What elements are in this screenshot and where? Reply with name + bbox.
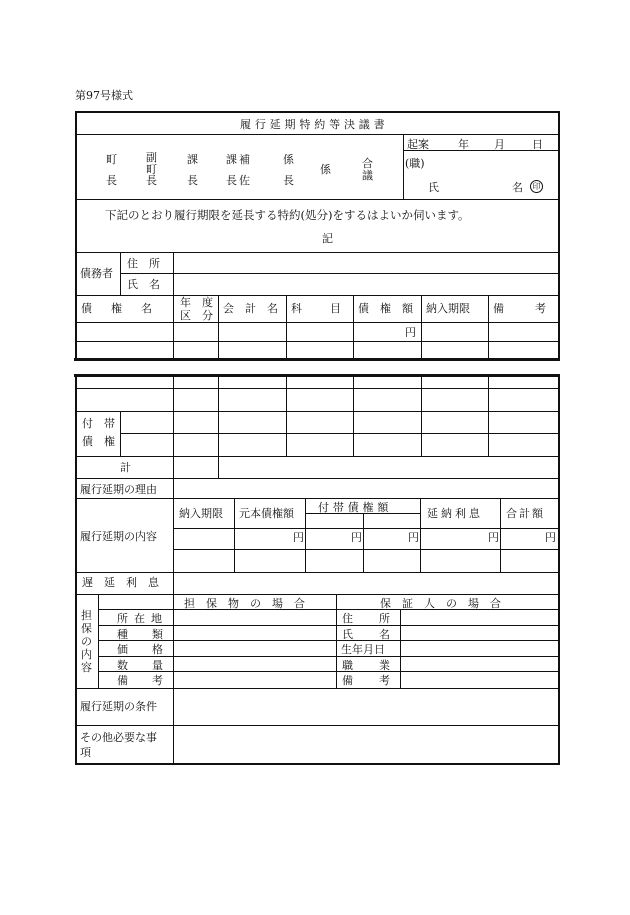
content-principal: 元本債権額 [239, 507, 294, 520]
conditions-label: 履行延期の条件 [80, 700, 157, 713]
approval-fuku-top: 副 [146, 151, 157, 164]
kian-mei: 名 [512, 181, 523, 194]
ki-label: 記 [322, 232, 333, 245]
guarantor-header: 保 証 人 の 場 合 [380, 597, 501, 610]
yen-unit: 円 [545, 531, 556, 544]
approval-ka-bottom: 長 [187, 174, 198, 187]
security-label: 担 保 の 内 容 [81, 609, 92, 674]
collateral-header: 担 保 物 の 場 合 [184, 597, 305, 610]
approval-ka-top: 課 [187, 153, 198, 166]
debtor-name-label: 氏 名 [127, 278, 160, 291]
approval-aigi-bottom: 議 [362, 169, 373, 182]
seal-icon: 印 [530, 180, 543, 193]
debtor-address-label: 住 所 [127, 257, 160, 270]
debtor-label: 債務者 [80, 267, 113, 280]
header-claim-name: 債 権 名 [81, 302, 156, 315]
content-label: 履行延期の内容 [80, 530, 157, 543]
approval-kakari-top: 係 [283, 153, 294, 166]
yen-unit: 円 [408, 531, 419, 544]
statement-text: 下記のとおり履行期限を延長する特約(処分)をするはよいか伺います。 [105, 208, 470, 222]
collateral-row-type: 種類 [117, 628, 187, 641]
header-account: 会 計 名 [223, 302, 278, 315]
approval-cho-bottom: 長 [106, 174, 117, 187]
other-label-2: 項 [80, 746, 91, 759]
kian-shi: 氏 [428, 181, 439, 194]
content-attached: 付帯債権額 [318, 501, 393, 514]
content-total: 合計額 [506, 507, 545, 520]
guarantor-row-name: 氏名 [342, 628, 416, 641]
header-due: 納入期限 [426, 302, 470, 315]
approval-hosa-bottom: 長佐 [226, 174, 252, 187]
header-subject: 科 目 [291, 302, 343, 315]
kian-month: 月 [494, 138, 505, 151]
content-due: 納入期限 [179, 507, 223, 520]
guarantor-row-occupation: 職業 [342, 659, 416, 672]
content-interest: 延納利息 [427, 507, 483, 520]
yen-unit: 円 [405, 326, 416, 339]
late-interest-label: 遅 延 利 息 [82, 576, 159, 589]
approval-fuku-middle: 町 [146, 163, 157, 176]
attached-label-2: 債 権 [82, 435, 115, 448]
collateral-row-price: 価格 [117, 643, 187, 656]
kian-day: 日 [532, 138, 543, 151]
form-number: 第97号様式 [75, 89, 133, 102]
kian-label: 起案 [407, 138, 429, 151]
other-label-1: その他必要な事 [80, 731, 157, 744]
collateral-row-remarks: 備考 [117, 674, 187, 687]
collateral-row-location: 所在地 [117, 612, 168, 625]
header-fiscal-1: 年 度 [180, 296, 213, 309]
approval-hosa-top: 課補 [226, 153, 252, 166]
header-fiscal-2: 区 分 [180, 309, 213, 322]
collateral-row-quantity: 数量 [117, 659, 187, 672]
yen-unit: 円 [293, 531, 304, 544]
approval-kakari-bottom: 長 [283, 174, 294, 187]
kian-year: 年 [458, 138, 469, 151]
approval-aigi-top: 合 [362, 157, 373, 170]
form-title: 履行延期特約等決議書 [240, 118, 389, 131]
guarantor-row-address: 住所 [342, 612, 416, 625]
header-remarks: 備 考 [493, 302, 549, 315]
yen-unit: 円 [488, 531, 499, 544]
header-amount: 債 権 額 [358, 302, 413, 315]
attached-label-1: 付 帯 [82, 417, 115, 430]
yen-unit: 円 [351, 531, 362, 544]
kian-shoku: (職) [405, 157, 425, 170]
total-label: 計 [120, 461, 131, 474]
approval-cho-top: 町 [106, 153, 117, 166]
page-break-line [74, 358, 560, 361]
guarantor-row-birthdate: 生年月日 [341, 643, 385, 656]
reason-label: 履行延期の理由 [80, 483, 157, 496]
approval-kakari: 係 [320, 163, 331, 176]
guarantor-row-remarks: 備考 [342, 674, 416, 687]
approval-fuku-bottom: 長 [146, 174, 157, 187]
